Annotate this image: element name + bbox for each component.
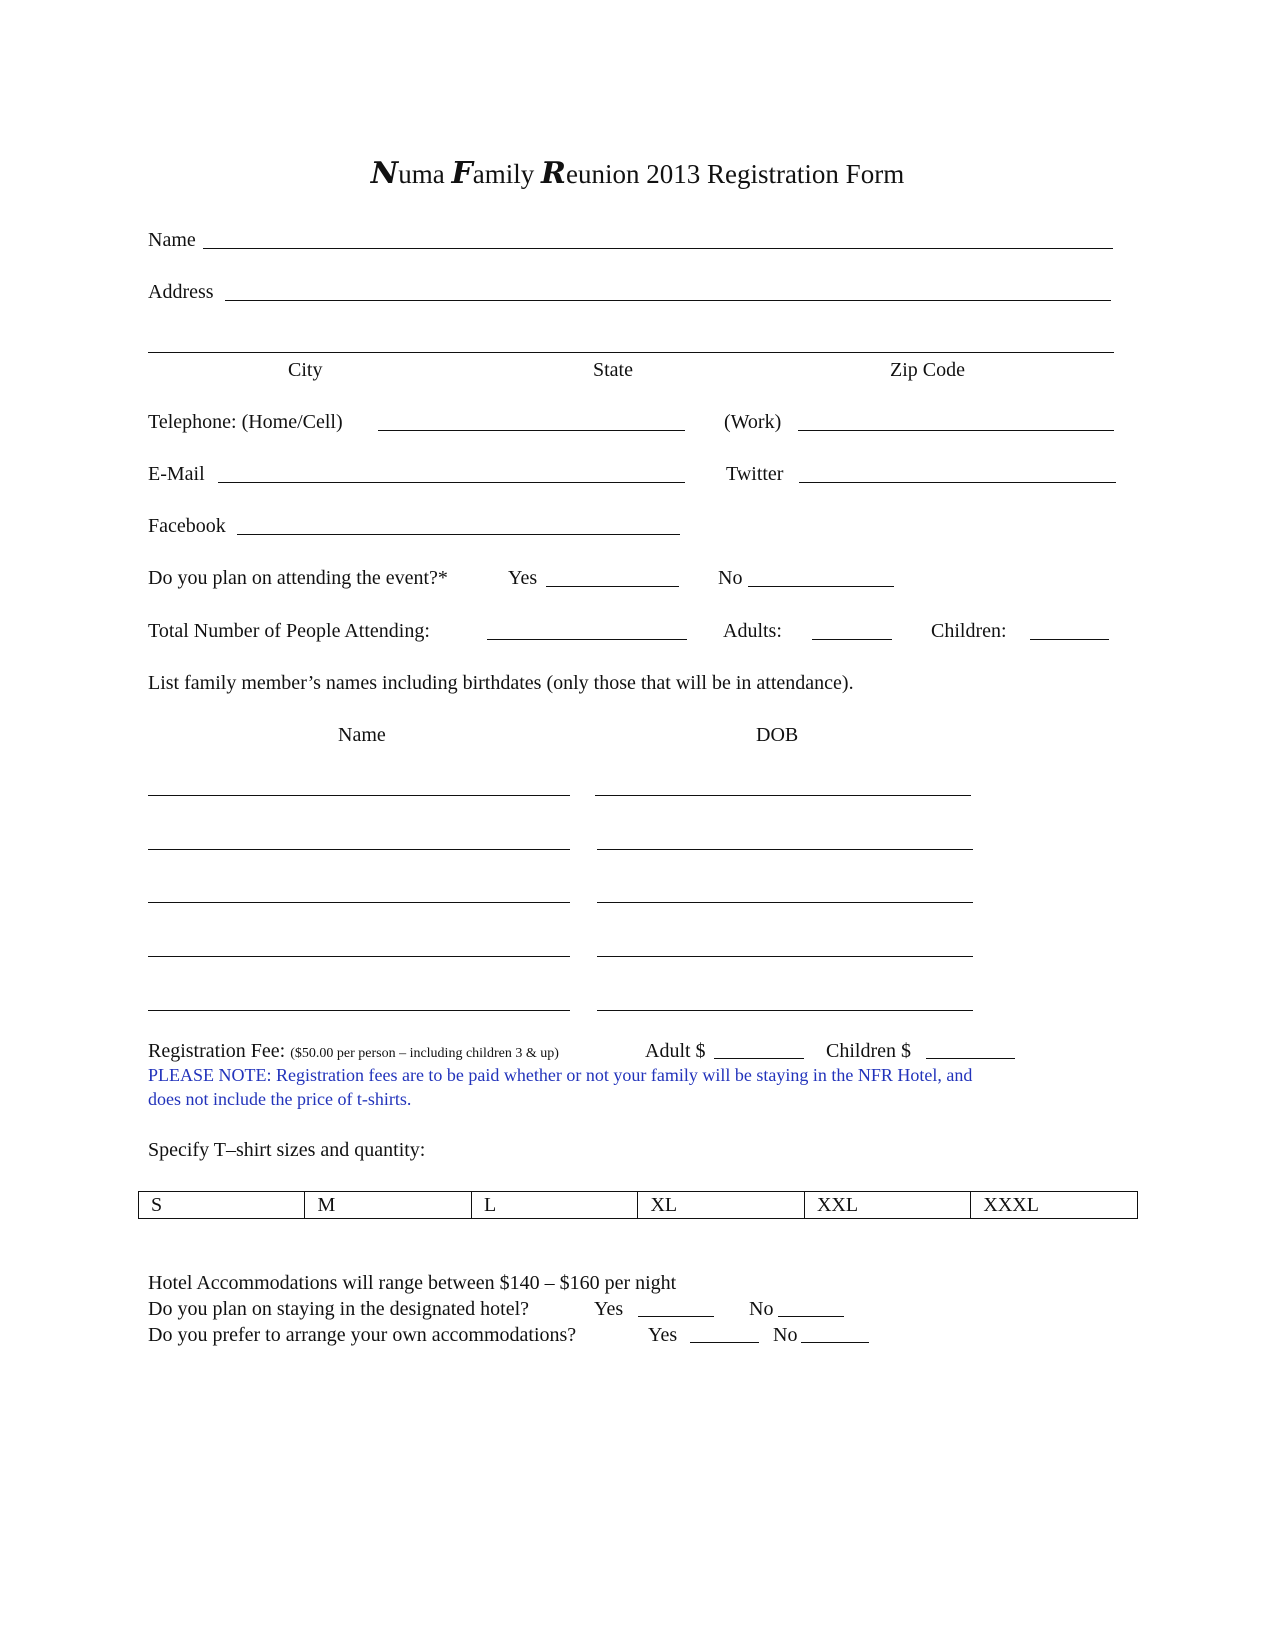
- title-part-1: uma: [398, 159, 452, 189]
- family-name-field-2[interactable]: [148, 849, 570, 850]
- hotel-range-text: Hotel Accommodations will range between $140 – $160 per night: [148, 1272, 677, 1294]
- name-label: Name: [148, 229, 196, 251]
- family-dob-field-1[interactable]: [595, 795, 971, 796]
- attend-no-label: No: [718, 567, 743, 589]
- registration-fee-detail: ($50.00 per person – including children 3 & up): [290, 1046, 559, 1061]
- tshirt-size-s[interactable]: S: [139, 1192, 305, 1219]
- facebook-label: Facebook: [148, 515, 226, 537]
- family-dob-header: DOB: [756, 724, 799, 746]
- attend-no-field[interactable]: [748, 586, 894, 587]
- hotel-stay-yes-label: Yes: [594, 1298, 624, 1320]
- fee-adult-field[interactable]: [714, 1058, 804, 1059]
- telephone-work-field[interactable]: [798, 430, 1114, 431]
- facebook-field[interactable]: [237, 534, 680, 535]
- address-label: Address: [148, 281, 214, 303]
- fee-children-field[interactable]: [926, 1058, 1015, 1059]
- family-name-field-3[interactable]: [148, 902, 570, 903]
- attend-yes-field[interactable]: [546, 586, 679, 587]
- hotel-own-question: Do you prefer to arrange your own accommodations?: [148, 1324, 577, 1346]
- fee-note-line-2: does not include the price of t-shirts.: [148, 1089, 412, 1109]
- tshirt-size-xxl[interactable]: XXL: [804, 1192, 970, 1219]
- family-dob-field-3[interactable]: [597, 902, 973, 903]
- adults-field[interactable]: [812, 639, 892, 640]
- hotel-own-yes-label: Yes: [648, 1324, 678, 1346]
- tshirt-size-xxxl[interactable]: XXXL: [971, 1192, 1138, 1219]
- family-name-field-1[interactable]: [148, 795, 570, 796]
- title-initial-n: N: [370, 156, 399, 191]
- registration-fee-row: [148, 1039, 559, 1066]
- email-field[interactable]: [218, 482, 685, 483]
- hotel-own-no-label: No: [773, 1324, 798, 1346]
- telephone-label: Telephone: (Home/Cell): [148, 411, 343, 433]
- name-field[interactable]: [203, 248, 1113, 249]
- title-initial-r: R: [541, 156, 566, 191]
- tshirt-instruction: Specify T–shirt sizes and quantity:: [148, 1139, 426, 1161]
- family-name-field-5[interactable]: [148, 1010, 570, 1011]
- fee-children-label: Children $: [826, 1040, 911, 1062]
- twitter-label: Twitter: [726, 463, 784, 485]
- family-name-field-4[interactable]: [148, 956, 570, 957]
- fee-note-line-1: PLEASE NOTE: Registration fees are to be paid whether or not your family will be staying in the NFR Hotel, and: [148, 1065, 973, 1085]
- state-label: State: [593, 359, 633, 381]
- twitter-field[interactable]: [799, 482, 1116, 483]
- attend-yes-label: Yes: [508, 567, 538, 589]
- family-dob-field-2[interactable]: [597, 849, 973, 850]
- address-line-2-field[interactable]: [148, 352, 1114, 353]
- hotel-stay-yes-field[interactable]: [638, 1316, 714, 1317]
- family-dob-field-5[interactable]: [597, 1010, 973, 1011]
- title-part-2: amily: [472, 159, 542, 189]
- telephone-home-field[interactable]: [378, 430, 685, 431]
- tshirt-size-m[interactable]: M: [305, 1192, 471, 1219]
- page-title: [0, 156, 1275, 191]
- hotel-stay-no-field[interactable]: [778, 1316, 844, 1317]
- fee-adult-label: Adult $: [645, 1040, 706, 1062]
- zip-code-label: Zip Code: [890, 359, 965, 381]
- work-label: (Work): [724, 411, 782, 433]
- hotel-stay-no-label: No: [749, 1298, 774, 1320]
- total-people-label: Total Number of People Attending:: [148, 620, 430, 642]
- hotel-own-no-field[interactable]: [801, 1342, 869, 1343]
- tshirt-size-table: [138, 1191, 1138, 1219]
- family-instruction: List family member’s names including birthdates (only those that will be in attendance).: [148, 672, 854, 694]
- family-name-header: Name: [338, 724, 386, 746]
- tshirt-size-row: [139, 1192, 1138, 1219]
- tshirt-size-xl[interactable]: XL: [638, 1192, 804, 1219]
- title-part-3: eunion 2013 Registration Form: [565, 159, 905, 189]
- tshirt-size-l[interactable]: L: [471, 1192, 637, 1219]
- total-people-field[interactable]: [487, 639, 687, 640]
- registration-fee-label: Registration Fee:: [148, 1040, 286, 1062]
- family-dob-field-4[interactable]: [597, 956, 973, 957]
- title-initial-f: F: [451, 156, 473, 191]
- attend-question: Do you plan on attending the event?*: [148, 567, 448, 589]
- hotel-stay-question: Do you plan on staying in the designated hotel?: [148, 1298, 530, 1320]
- email-label: E-Mail: [148, 463, 205, 485]
- children-label: Children:: [931, 620, 1007, 642]
- adults-label: Adults:: [723, 620, 782, 642]
- address-field[interactable]: [225, 300, 1111, 301]
- hotel-own-yes-field[interactable]: [690, 1342, 759, 1343]
- children-field[interactable]: [1030, 639, 1109, 640]
- city-label: City: [288, 359, 323, 381]
